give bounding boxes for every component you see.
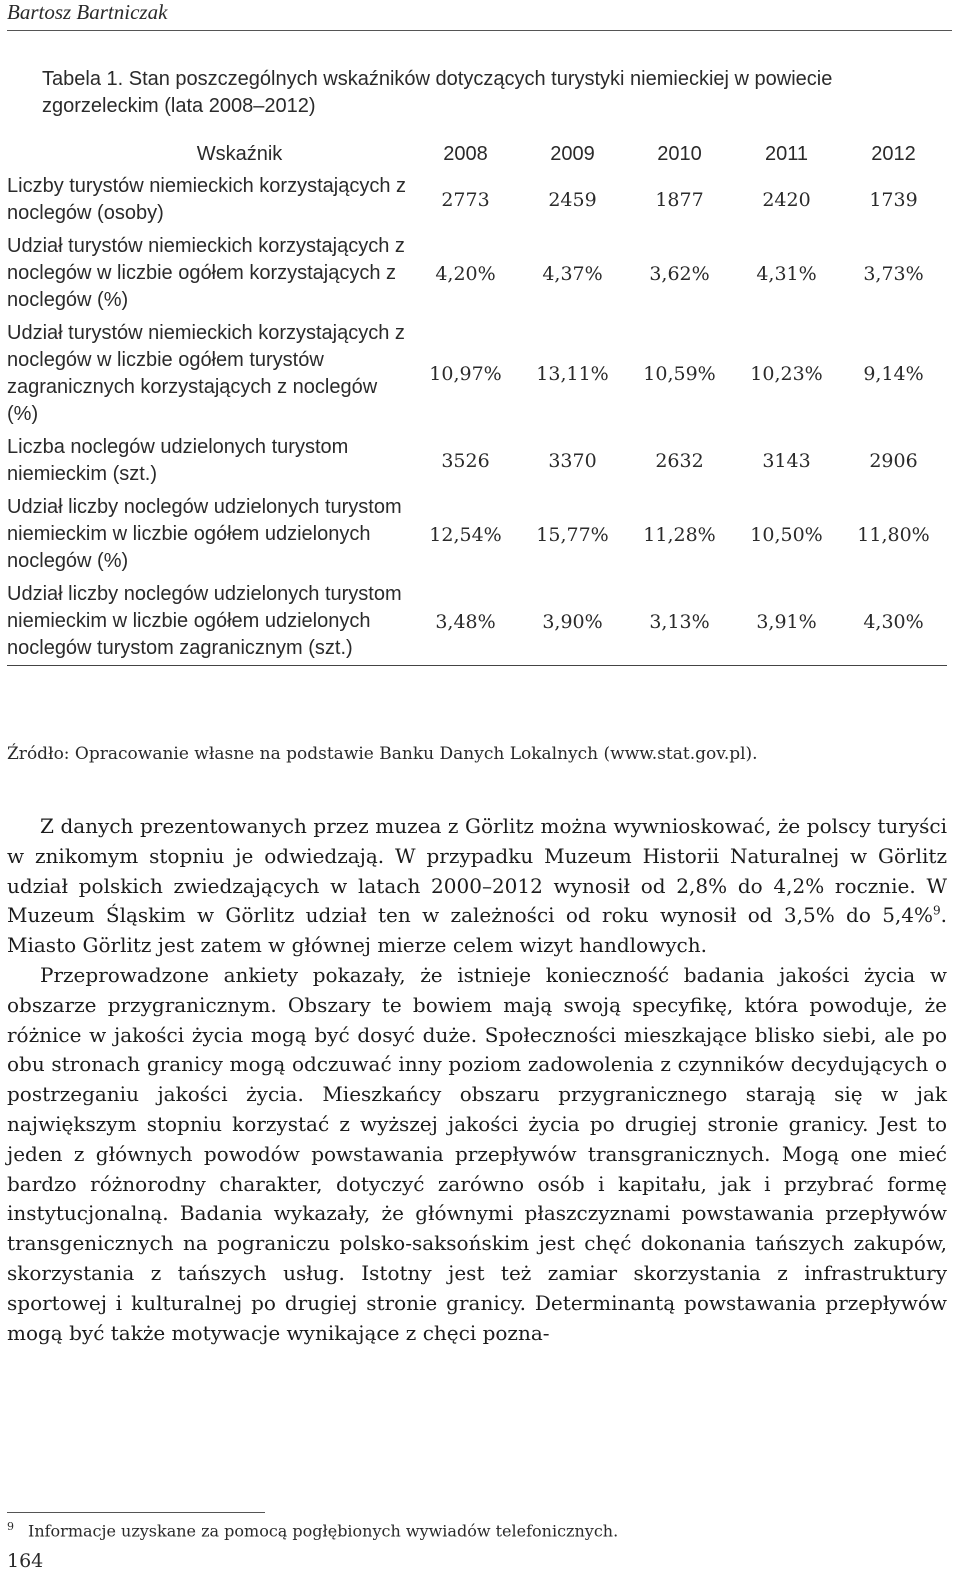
footnote-rule (7, 1512, 265, 1513)
footnote-number: 9 (7, 1520, 14, 1533)
table-row (7, 431, 947, 491)
table-cell: 9,14% (863, 363, 924, 385)
table-cell: 10,50% (750, 523, 823, 546)
paragraph-text: . Miasto Görlitz jest zatem w głównej mierze celem wizyt handlowych. (7, 903, 947, 958)
table-cell: 3,13% (626, 578, 733, 666)
table-row (7, 491, 947, 578)
column-header-year: 2008 (443, 142, 488, 165)
footnote-reference: 9 (933, 903, 941, 918)
table-cell: 3526 (441, 450, 490, 472)
page-number: 164 (7, 1550, 44, 1572)
table-cell: 3,48% (412, 578, 519, 666)
table-cell: 3,73% (863, 262, 924, 285)
table-cell: 11,28% (643, 523, 716, 546)
table-cell: 4,37% (542, 262, 603, 285)
paragraph: Przeprowadzone ankiety pokazały, że istnieje konieczność badania jakości życia w obszarze przygranicznym. Obszary te bowiem mają swoją specyfikę, która powoduje, że różnice w jakości życia mogą być dosyć duże. Społeczności mieszkające blisko siebi, ale po obu stronach granicy mogą odczuwać inny poziom zadowolenia z czynników decydujących o postrzeganiu jakości życia. Mieszkańcy obszaru przygranicznego starają się w jak największym stopniu korzystać z wyższej jakości życia po drugiej stronie granicy. Jest to jeden z głównych powodów powstawania przepływów transgranicznych. Mogą one mieć bardzo różnorodny charakter, dotyczyć zarówno osób i kapitału, jak i przybrać formę instytucjonalną. Badania wykazały, że głównymi płaszczyznami powstawania przepływów transgenicznych na pograniczu polsko-saksońskim jest chęć dokonania tańszych zakupów, skorzystania z tańszych usług. Istotny jest też zamiar skorzystania z infrastruktury sportowej i kulturalnej po drugiej stronie granicy. Determinantą powstawania przepływów mogą być także motywacje wynikające z chęci pozna- (7, 962, 947, 1345)
table-source-note: Źródło: Opracowanie własne na podstawie Banku Danych Lokalnych (www.stat.gov.pl). (7, 744, 758, 764)
table-row (7, 170, 947, 230)
table-cell: 11,80% (857, 523, 930, 546)
row-label: Udział liczby noclegów udzielonych turystom niemieckim w liczbie ogółem udzielonych noclegów (%) (7, 496, 402, 572)
paragraph (7, 812, 947, 961)
header-rule (7, 30, 952, 31)
table-cell: 4,30% (840, 578, 947, 666)
row-label: Liczba noclegów udzielonych turystom niemieckim (szt.) (7, 436, 349, 485)
table-caption: Tabela 1. Stan poszczególnych wskaźników dotyczących turystyki niemieckiej w powiecie zgorzeleckim (lata 2008–2012) (42, 68, 833, 117)
table-cell: 10,97% (429, 363, 502, 385)
table-cell: 15,77% (536, 523, 609, 546)
table-cell: 2420 (762, 189, 811, 211)
table-cell: 4,31% (756, 262, 817, 285)
paragraph-text: Z danych prezentowanych przez muzea z Görlitz można wywnioskować, że polscy turyści w znikomym stopniu je odwiedzają. W przypadku Muzeum Historii Naturalnej w Görlitz udział polskich zwiedzających w latach 2000–2012 wynosił od 2,8% do 4,2% rocznie. W Muzeum Śląskim w Görlitz udział ten w zależności od roku wynosił od 3,5% do 5,4% (7, 814, 947, 928)
table-cell: 3,62% (649, 262, 710, 285)
table-row (7, 578, 947, 666)
table-header-row (7, 138, 947, 170)
table-cell: 3,91% (733, 578, 840, 666)
table-cell: 2906 (869, 450, 918, 472)
row-label: Udział liczby noclegów udzielonych turystom niemieckim w liczbie ogółem udzielonych noclegów turystom zagranicznym (szt.) (7, 578, 412, 666)
table-cell: 12,54% (429, 523, 502, 546)
indicator-table (7, 138, 947, 666)
column-header-year: 2009 (550, 142, 595, 165)
table-cell: 10,23% (750, 363, 823, 385)
table-cell: 1877 (655, 189, 704, 211)
table-row (7, 230, 947, 317)
table-cell: 2773 (441, 189, 490, 211)
table-cell: 4,20% (435, 262, 496, 285)
column-header-indicator: Wskaźnik (196, 142, 283, 165)
body-text (7, 812, 947, 1348)
table-cell: 13,11% (536, 363, 609, 385)
column-header-year: 2011 (764, 142, 808, 165)
table-cell: 3,90% (519, 578, 626, 666)
column-header-year: 2010 (657, 142, 702, 165)
footnote (7, 1520, 618, 1540)
table-cell: 3370 (548, 450, 597, 472)
table-cell: 3143 (762, 450, 811, 472)
table-cell: 1739 (869, 189, 918, 211)
table-row (7, 317, 947, 431)
running-head: Bartosz Bartniczak (7, 0, 168, 24)
column-header-year: 2012 (871, 142, 916, 165)
table-cell: 2632 (655, 450, 704, 472)
table-cell: 2459 (548, 189, 597, 211)
row-label: Liczby turystów niemieckich korzystających z noclegów (osoby) (7, 175, 407, 224)
footnote-text: Informacje uzyskane za pomocą pogłębionych wywiadów telefonicznych. (28, 1521, 619, 1541)
table-cell: 10,59% (643, 363, 716, 385)
row-label: Udział turystów niemieckich korzystających z noclegów w liczbie ogółem korzystających z noclegów (%) (7, 235, 405, 311)
row-label: Udział turystów niemieckich korzystających z noclegów w liczbie ogółem turystów zagranicznych korzystających z noclegów (%) (7, 322, 405, 425)
